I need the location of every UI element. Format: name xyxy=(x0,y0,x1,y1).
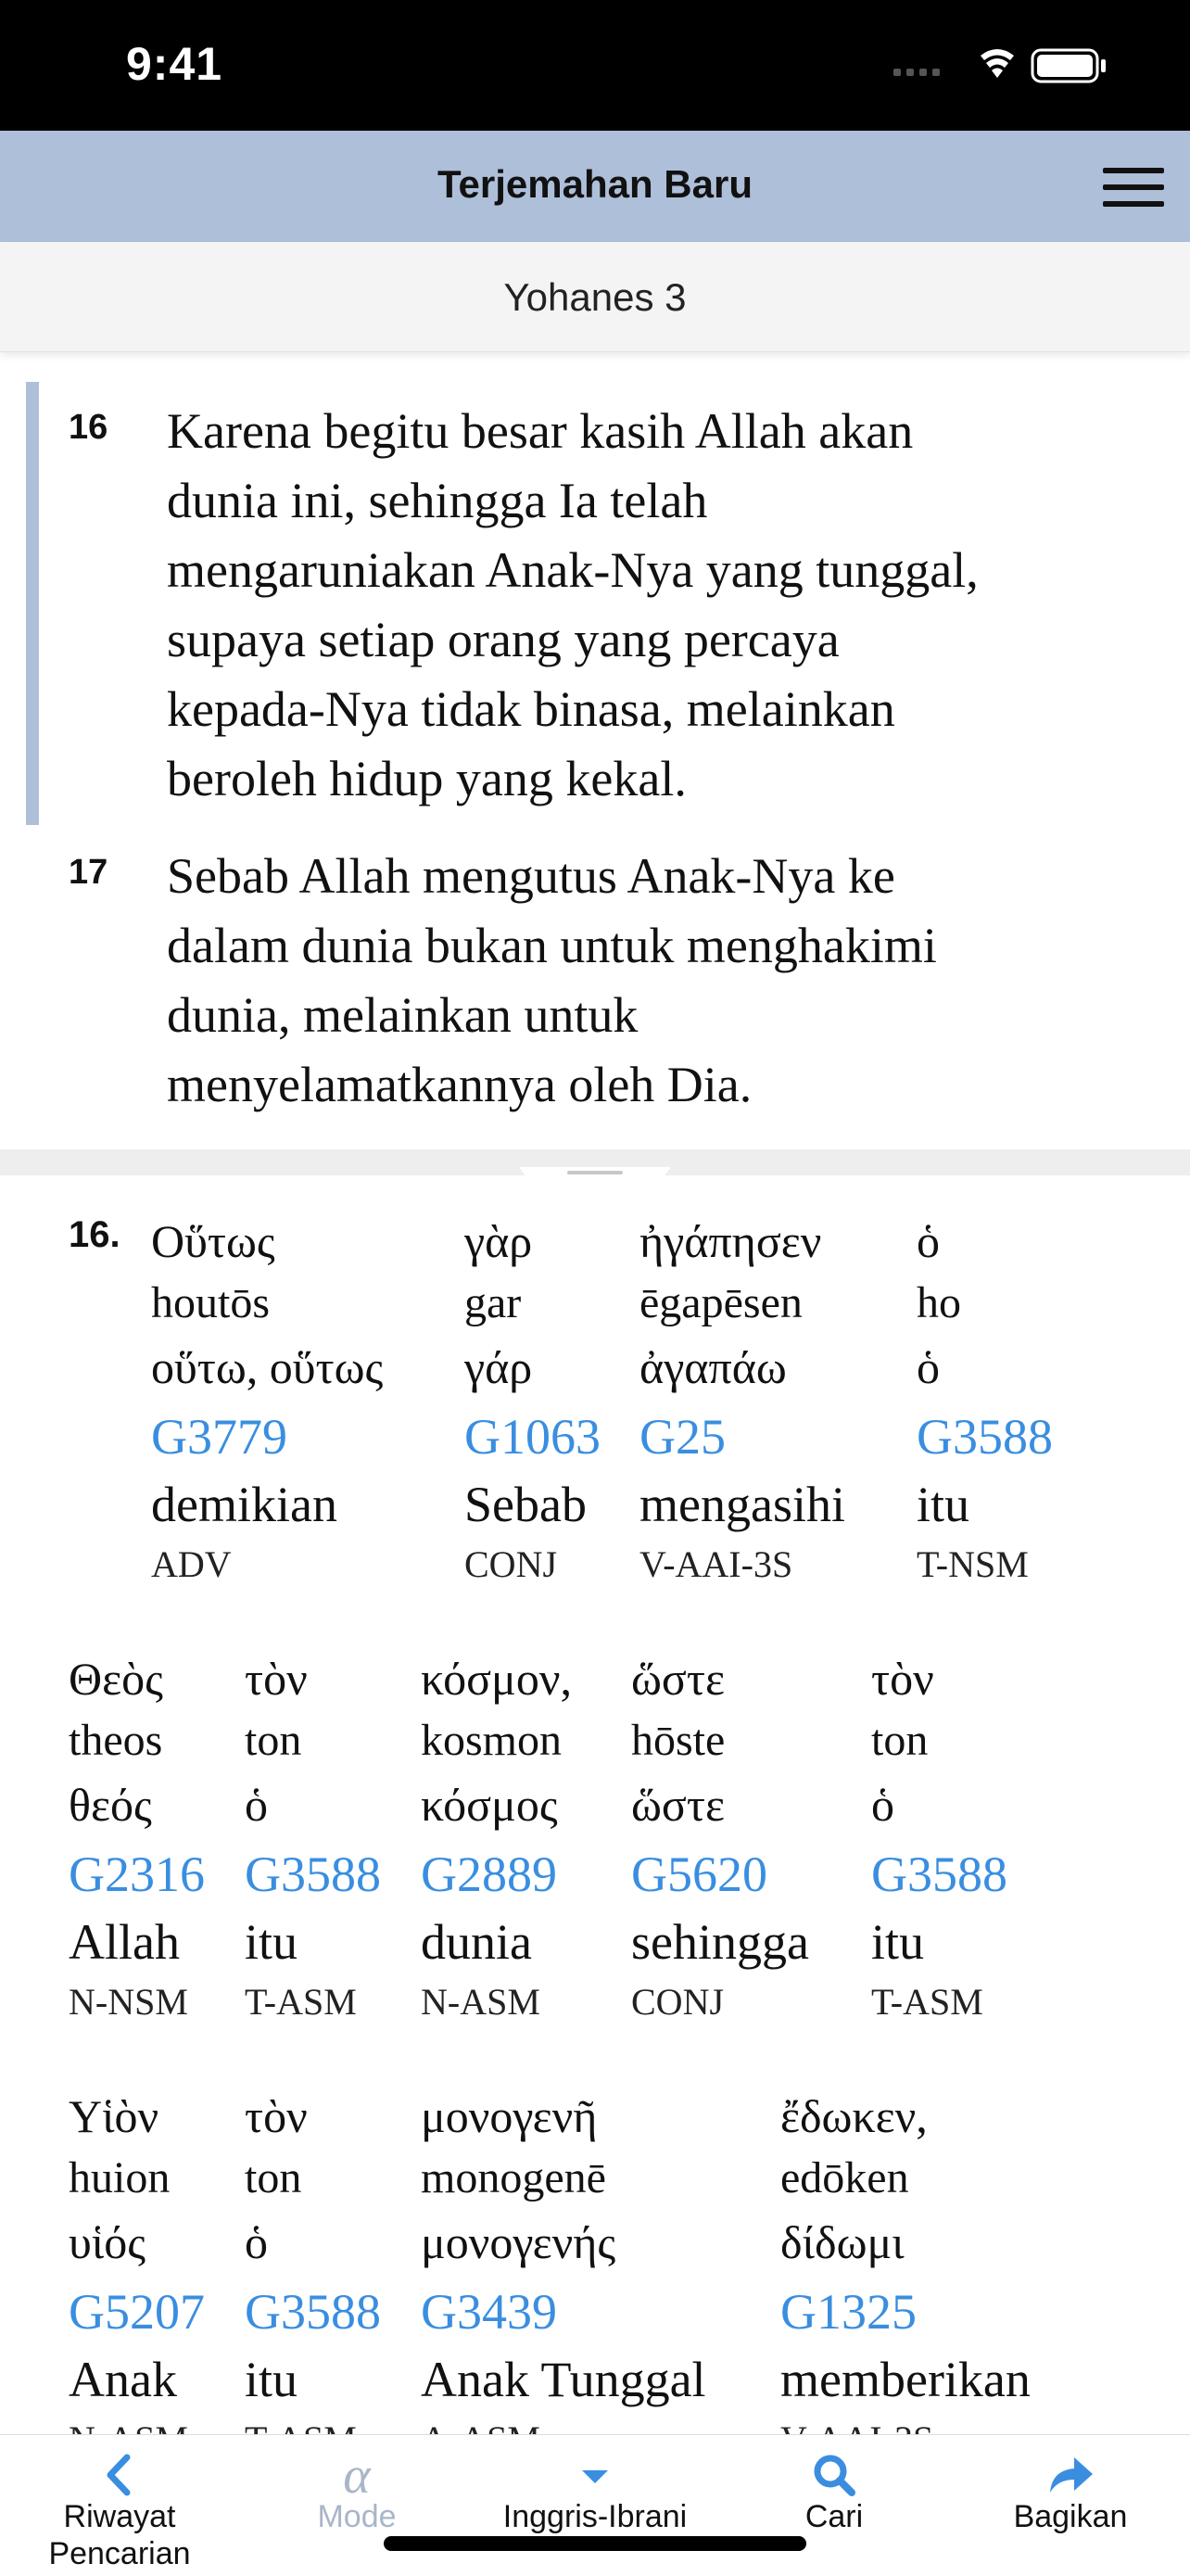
morphology: N-ASM xyxy=(421,1981,540,2023)
strongs-link[interactable]: G25 xyxy=(639,1409,726,1465)
greek-word: ἠγάπησεν xyxy=(639,1215,822,1267)
interlinear-word[interactable] xyxy=(151,1209,383,1593)
svg-text:α: α xyxy=(343,2447,371,2505)
lemma: θεός xyxy=(69,1779,152,1831)
strongs-link[interactable]: G2889 xyxy=(421,1846,557,1902)
greek-word: κόσμον, xyxy=(421,1653,572,1705)
home-indicator xyxy=(384,2536,806,2551)
selected-verse-indicator xyxy=(26,382,39,825)
strongs-link[interactable]: G2316 xyxy=(69,1846,205,1902)
verse-line: Sebab Allah mengutus Anak-Nya ke xyxy=(167,848,895,904)
transliteration: huion xyxy=(69,2153,171,2202)
tab-search-history[interactable] xyxy=(13,2435,226,2576)
verse-number: 16 xyxy=(69,408,108,447)
interlinear-word[interactable] xyxy=(69,1646,205,2030)
greek-word: Θεὸς xyxy=(69,1653,163,1705)
lemma: υἱός xyxy=(69,2216,146,2268)
translation-title[interactable]: Terjemahan Baru xyxy=(437,162,753,206)
lemma: οὕτω, οὕτως xyxy=(151,1341,384,1393)
chapter-bar xyxy=(0,242,1190,352)
strongs-link[interactable]: G3588 xyxy=(871,1846,1007,1902)
verse-line: dalam dunia bukan untuk menghakimi xyxy=(167,918,937,973)
morphology: ADV xyxy=(151,1543,232,1585)
transliteration: hōste xyxy=(631,1716,726,1765)
transliteration: ton xyxy=(245,1716,302,1765)
tab-share[interactable] xyxy=(982,2435,1158,2576)
morphology: CONJ xyxy=(631,1981,725,2023)
tab-label: Cari xyxy=(804,2499,864,2534)
transliteration: ton xyxy=(871,1716,929,1765)
strongs-link[interactable]: G1325 xyxy=(780,2284,917,2340)
lemma: κόσμος xyxy=(421,1779,558,1831)
alpha-icon xyxy=(329,2447,385,2505)
tab-language[interactable] xyxy=(473,2435,717,2576)
search-icon xyxy=(811,2452,857,2498)
verse-line: dunia, melainkan untuk xyxy=(167,987,639,1043)
interlinear-word[interactable] xyxy=(245,2084,381,2468)
gloss: Anak xyxy=(69,2352,177,2407)
transliteration: ēgapēsen xyxy=(639,1278,803,1327)
verse-line: kepada-Nya tidak binasa, melainkan xyxy=(167,681,895,737)
menu-icon[interactable] xyxy=(1103,166,1164,209)
status-time: 9:41 xyxy=(126,38,223,90)
morphology: T-ASM xyxy=(245,1981,357,2023)
wifi-icon xyxy=(981,49,1014,78)
tab-label: Bagikan xyxy=(1013,2499,1128,2534)
lemma: ὁ xyxy=(245,1779,268,1831)
lemma: ὁ xyxy=(245,2216,268,2268)
interlinear-word[interactable] xyxy=(421,2084,706,2468)
strongs-link[interactable]: G5207 xyxy=(69,2284,205,2340)
status-icons xyxy=(893,44,1116,91)
drag-handle-grip xyxy=(567,1171,623,1174)
gloss: demikian xyxy=(151,1477,337,1532)
gloss: itu xyxy=(245,1914,298,1970)
transliteration: monogenē xyxy=(421,2153,606,2202)
gloss: itu xyxy=(871,1914,925,1970)
gloss: Sebab xyxy=(464,1477,587,1532)
share-icon xyxy=(1044,2452,1096,2498)
interlinear-verse-number: 16. xyxy=(69,1214,120,1255)
verse-line: supaya setiap orang yang percaya xyxy=(167,612,840,667)
verse-line: beroleh hidup yang kekal. xyxy=(167,751,687,806)
lemma: ὁ xyxy=(871,1779,894,1831)
chapter-title[interactable]: Yohanes 3 xyxy=(503,275,687,319)
greek-word: ἔδωκεν, xyxy=(780,2090,928,2142)
transliteration: theos xyxy=(69,1716,163,1765)
interlinear-panel xyxy=(0,1175,1190,2434)
nav-bar xyxy=(0,131,1190,242)
gloss: Anak Tunggal xyxy=(421,2352,706,2407)
lemma: δίδωμι xyxy=(780,2216,905,2268)
status-bar xyxy=(0,0,1190,131)
strongs-link[interactable]: G3779 xyxy=(151,1409,287,1465)
interlinear-word[interactable] xyxy=(917,1209,1053,1593)
strongs-link[interactable]: G3588 xyxy=(245,2284,381,2340)
lemma: ὁ xyxy=(917,1341,940,1393)
strongs-link[interactable]: G3588 xyxy=(245,1846,381,1902)
bottom-toolbar xyxy=(0,2434,1190,2576)
morphology: T-NSM xyxy=(917,1543,1029,1585)
greek-word: γὰρ xyxy=(464,1215,533,1267)
verse-line: menyelamatkannya oleh Dia. xyxy=(167,1057,753,1112)
tab-search[interactable] xyxy=(751,2435,918,2576)
verse-line: dunia ini, sehingga Ia telah xyxy=(167,473,708,528)
interlinear-word[interactable] xyxy=(780,2084,1031,2468)
interlinear-word[interactable] xyxy=(464,1209,601,1593)
gloss: itu xyxy=(245,2352,298,2407)
interlinear-word[interactable] xyxy=(245,1646,381,2030)
transliteration: kosmon xyxy=(421,1716,563,1765)
strongs-link[interactable]: G5620 xyxy=(631,1846,767,1902)
strongs-link[interactable]: G3439 xyxy=(421,2284,557,2340)
transliteration: edōken xyxy=(780,2153,909,2202)
transliteration: houtōs xyxy=(151,1278,271,1327)
greek-word: ὁ xyxy=(917,1215,940,1267)
greek-word: Υἱὸν xyxy=(69,2090,159,2142)
gloss: sehingga xyxy=(631,1914,809,1970)
verse-line: mengaruniakan Anak-Nya yang tunggal, xyxy=(167,542,979,598)
transliteration: ton xyxy=(245,2153,302,2202)
interlinear-word[interactable] xyxy=(421,1646,572,2030)
strongs-link[interactable]: G3588 xyxy=(917,1409,1053,1465)
gloss: memberikan xyxy=(780,2352,1031,2407)
transliteration: ho xyxy=(917,1278,961,1327)
greek-word: Οὕτως xyxy=(151,1215,275,1267)
greek-word: τὸν xyxy=(245,1653,308,1705)
interlinear-word[interactable] xyxy=(639,1209,845,1593)
tab-label: Inggris-Ibrani xyxy=(502,2499,688,2534)
chevron-left-icon xyxy=(101,2452,138,2498)
gloss: dunia xyxy=(421,1914,532,1970)
verse-number: 17 xyxy=(69,853,108,892)
lemma: μονογενής xyxy=(421,2216,616,2268)
tab-label: Mode xyxy=(317,2499,397,2534)
caret-down-icon xyxy=(576,2452,614,2498)
lemma: ὥστε xyxy=(631,1779,725,1831)
signal-icon xyxy=(893,69,940,76)
greek-word: ὥστε xyxy=(631,1653,725,1705)
interlinear-word[interactable] xyxy=(631,1646,809,2030)
greek-word: τὸν xyxy=(245,2090,308,2142)
verse-text[interactable] xyxy=(167,842,1168,1120)
lemma: ἀγαπάω xyxy=(639,1341,787,1393)
battery-icon xyxy=(1032,50,1106,82)
tab-label: Riwayat Pencarian xyxy=(48,2499,191,2571)
greek-word: τὸν xyxy=(871,1653,934,1705)
verse-list xyxy=(0,371,1190,1149)
gloss: Allah xyxy=(69,1914,180,1970)
strongs-link[interactable]: G1063 xyxy=(464,1409,601,1465)
interlinear-word[interactable] xyxy=(69,2084,205,2468)
interlinear-word[interactable] xyxy=(871,1646,1007,2030)
gloss: itu xyxy=(917,1477,970,1532)
morphology: T-ASM xyxy=(871,1981,983,2023)
morphology: N-NSM xyxy=(69,1981,188,2023)
verse-line: Karena begitu besar kasih Allah akan xyxy=(167,403,914,459)
gloss: mengasihi xyxy=(639,1477,845,1532)
transliteration: gar xyxy=(464,1278,522,1327)
tab-mode[interactable] xyxy=(269,2435,445,2576)
morphology: V-AAI-3S xyxy=(639,1543,793,1585)
morphology: CONJ xyxy=(464,1543,558,1585)
lemma: γάρ xyxy=(464,1341,533,1393)
greek-word: μονογενῆ xyxy=(421,2090,598,2142)
verse-text[interactable] xyxy=(167,397,1168,814)
